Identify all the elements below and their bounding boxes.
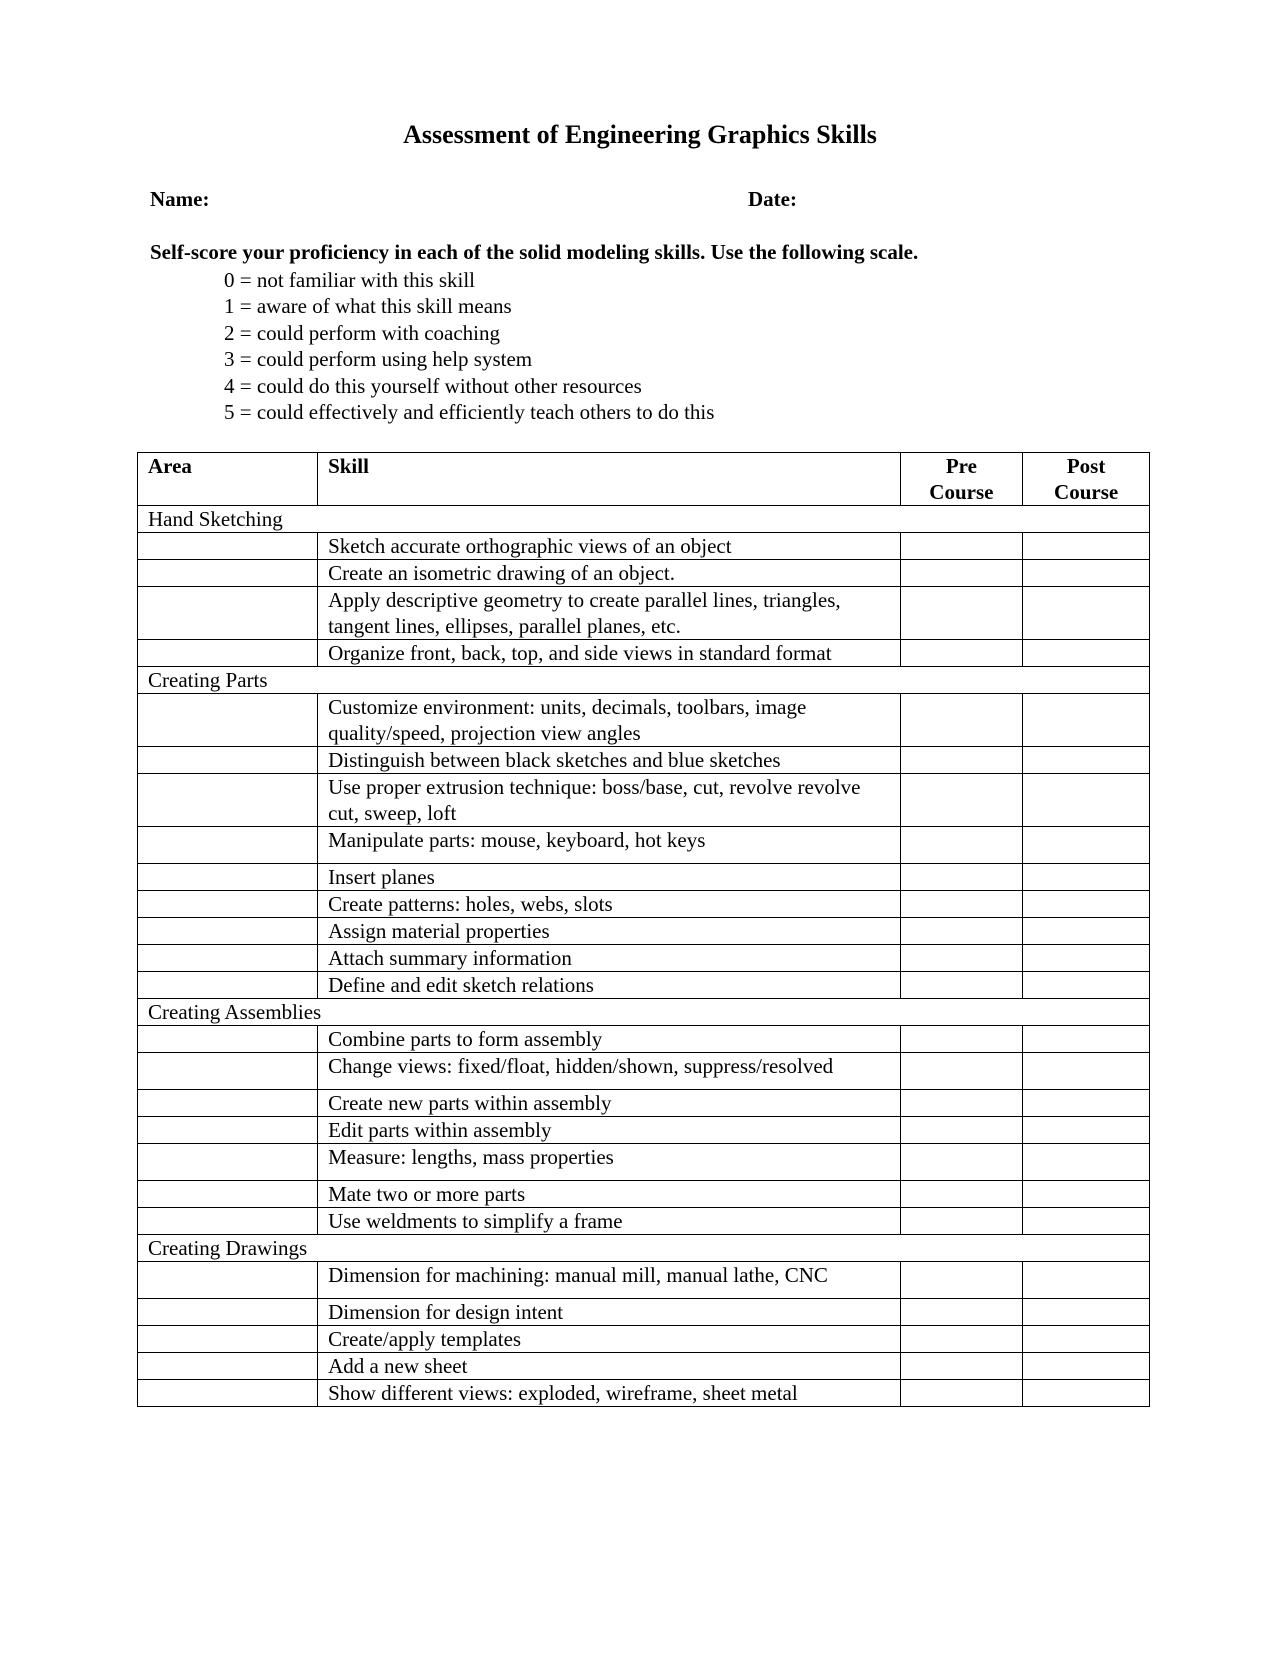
skill-cell: Show different views: exploded, wireframe, sheet metal <box>318 1380 900 1407</box>
instructions: Self-score your proficiency in each of the solid modeling skills. Use the following scale. <box>150 240 919 264</box>
skill-cell: Dimension for machining: manual mill, manual lathe, CNC <box>318 1262 900 1299</box>
pre-course-score-cell[interactable] <box>900 827 1023 864</box>
area-cell <box>138 891 318 918</box>
post-course-score-cell[interactable] <box>1023 560 1150 587</box>
skill-cell: Use proper extrusion technique: boss/base, cut, revolve revolve cut, sweep, loft <box>318 774 900 827</box>
scale-item: 5 = could effectively and efficiently teach others to do this <box>224 400 715 425</box>
header-skill: Skill <box>318 453 900 506</box>
area-row <box>138 999 1150 1026</box>
area-cell <box>138 1144 318 1181</box>
pre-course-score-cell[interactable] <box>900 918 1023 945</box>
pre-course-score-cell[interactable] <box>900 774 1023 827</box>
scale-item: 4 = could do this yourself without other resources <box>224 373 642 398</box>
table-row <box>138 640 1150 667</box>
area-row <box>138 667 1150 694</box>
table-row <box>138 972 1150 999</box>
table-row <box>138 891 1150 918</box>
area-cell <box>138 864 318 891</box>
table-row <box>138 1326 1150 1353</box>
header-post-course <box>1023 453 1150 506</box>
header-pre-line2: Course <box>929 480 994 504</box>
table-row <box>138 918 1150 945</box>
table-body <box>138 506 1150 1407</box>
pre-course-score-cell[interactable] <box>900 945 1023 972</box>
skill-cell: Create an isometric drawing of an object. <box>318 560 900 587</box>
table-row <box>138 587 1150 640</box>
post-course-score-cell[interactable] <box>1023 1053 1150 1090</box>
table-row <box>138 774 1150 827</box>
area-cell <box>138 1117 318 1144</box>
table-row <box>138 1380 1150 1407</box>
area-cell <box>138 560 318 587</box>
post-course-score-cell[interactable] <box>1023 640 1150 667</box>
scale-list <box>224 267 714 425</box>
skill-cell: Edit parts within assembly <box>318 1117 900 1144</box>
skill-cell: Organize front, back, top, and side views in standard format <box>318 640 900 667</box>
post-course-score-cell[interactable] <box>1023 1299 1150 1326</box>
table-row <box>138 560 1150 587</box>
area-cell <box>138 774 318 827</box>
skill-cell: Manipulate parts: mouse, keyboard, hot keys <box>318 827 900 864</box>
post-course-score-cell[interactable] <box>1023 1262 1150 1299</box>
skills-table <box>137 452 1150 1407</box>
skill-cell: Define and edit sketch relations <box>318 972 900 999</box>
pre-course-score-cell[interactable] <box>900 1208 1023 1235</box>
pre-course-score-cell[interactable] <box>900 560 1023 587</box>
skill-cell: Create patterns: holes, webs, slots <box>318 891 900 918</box>
area-cell <box>138 747 318 774</box>
post-course-score-cell[interactable] <box>1023 1326 1150 1353</box>
scale-item: 2 = could perform with coaching <box>224 320 501 345</box>
area-label: Hand Sketching <box>138 506 1150 533</box>
table-row <box>138 864 1150 891</box>
area-label: Creating Parts <box>138 667 1150 694</box>
area-cell <box>138 1208 318 1235</box>
pre-course-score-cell[interactable] <box>900 1353 1023 1380</box>
pre-course-score-cell[interactable] <box>900 533 1023 560</box>
pre-course-score-cell[interactable] <box>900 1326 1023 1353</box>
skill-cell: Assign material properties <box>318 918 900 945</box>
post-course-score-cell[interactable] <box>1023 864 1150 891</box>
area-cell <box>138 1380 318 1407</box>
pre-course-score-cell[interactable] <box>900 587 1023 640</box>
skill-cell: Insert planes <box>318 864 900 891</box>
table-row <box>138 694 1150 747</box>
post-course-score-cell[interactable] <box>1023 1090 1150 1117</box>
area-cell <box>138 694 318 747</box>
table-row <box>138 1262 1150 1299</box>
post-course-score-cell[interactable] <box>1023 945 1150 972</box>
area-cell <box>138 1053 318 1090</box>
skill-cell: Distinguish between black sketches and blue sketches <box>318 747 900 774</box>
scale-item: 1 = aware of what this skill means <box>224 294 512 319</box>
pre-course-score-cell[interactable] <box>900 864 1023 891</box>
post-course-score-cell[interactable] <box>1023 1181 1150 1208</box>
skill-cell: Measure: lengths, mass properties <box>318 1144 900 1181</box>
area-cell <box>138 945 318 972</box>
pre-course-score-cell[interactable] <box>900 891 1023 918</box>
skill-cell: Combine parts to form assembly <box>318 1026 900 1053</box>
pre-course-score-cell[interactable] <box>900 1026 1023 1053</box>
area-cell <box>138 1353 318 1380</box>
post-course-score-cell[interactable] <box>1023 1117 1150 1144</box>
pre-course-score-cell[interactable] <box>900 1053 1023 1090</box>
pre-course-score-cell[interactable] <box>900 694 1023 747</box>
area-label: Creating Assemblies <box>138 999 1150 1026</box>
area-cell <box>138 827 318 864</box>
post-course-score-cell[interactable] <box>1023 1208 1150 1235</box>
area-cell <box>138 587 318 640</box>
table-row <box>138 1090 1150 1117</box>
skill-cell: Dimension for design intent <box>318 1299 900 1326</box>
pre-course-score-cell[interactable] <box>900 1262 1023 1299</box>
page-title: Assessment of Engineering Graphics Skills <box>403 120 877 149</box>
scale-item: 0 = not familiar with this skill <box>224 268 475 292</box>
pre-course-score-cell[interactable] <box>900 1144 1023 1181</box>
table-row <box>138 1117 1150 1144</box>
post-course-score-cell[interactable] <box>1023 827 1150 864</box>
post-course-score-cell[interactable] <box>1023 918 1150 945</box>
header-area: Area <box>138 453 318 506</box>
header-pre-line1: Pre <box>945 454 977 478</box>
post-course-score-cell[interactable] <box>1023 694 1150 747</box>
post-course-score-cell[interactable] <box>1023 972 1150 999</box>
skill-cell: Apply descriptive geometry to create parallel lines, triangles, tangent lines, ellipses, parallel planes, etc. <box>318 587 900 640</box>
name-label: Name: <box>150 187 210 211</box>
area-cell <box>138 1026 318 1053</box>
table-row <box>138 1144 1150 1181</box>
area-cell <box>138 1090 318 1117</box>
area-cell <box>138 533 318 560</box>
table-header-row <box>138 453 1150 506</box>
skill-cell: Use weldments to simplify a frame <box>318 1208 900 1235</box>
post-course-score-cell[interactable] <box>1023 1144 1150 1181</box>
area-cell <box>138 918 318 945</box>
area-cell <box>138 1326 318 1353</box>
table-row <box>138 827 1150 864</box>
post-course-score-cell[interactable] <box>1023 587 1150 640</box>
date-label: Date: <box>748 187 797 211</box>
table-row <box>138 1026 1150 1053</box>
table-row <box>138 1053 1150 1090</box>
table-row <box>138 945 1150 972</box>
pre-course-score-cell[interactable] <box>900 1380 1023 1407</box>
post-course-score-cell[interactable] <box>1023 1353 1150 1380</box>
area-label: Creating Drawings <box>138 1235 1150 1262</box>
table-row <box>138 1208 1150 1235</box>
skill-cell: Mate two or more parts <box>318 1181 900 1208</box>
pre-course-score-cell[interactable] <box>900 747 1023 774</box>
header-post-line2: Course <box>1054 480 1119 504</box>
skill-cell: Change views: fixed/float, hidden/shown, suppress/resolved <box>318 1053 900 1090</box>
skill-cell: Create/apply templates <box>318 1326 900 1353</box>
post-course-score-cell[interactable] <box>1023 1026 1150 1053</box>
post-course-score-cell[interactable] <box>1023 1380 1150 1407</box>
skill-cell: Add a new sheet <box>318 1353 900 1380</box>
post-course-score-cell[interactable] <box>1023 747 1150 774</box>
post-course-score-cell[interactable] <box>1023 533 1150 560</box>
skill-cell: Attach summary information <box>318 945 900 972</box>
table-row <box>138 1353 1150 1380</box>
area-row <box>138 1235 1150 1262</box>
scale-item: 3 = could perform using help system <box>224 347 533 372</box>
table-row <box>138 533 1150 560</box>
skill-cell: Create new parts within assembly <box>318 1090 900 1117</box>
area-cell <box>138 1299 318 1326</box>
pre-course-score-cell[interactable] <box>900 1299 1023 1326</box>
area-cell <box>138 972 318 999</box>
table-row <box>138 747 1150 774</box>
pre-course-score-cell[interactable] <box>900 640 1023 667</box>
post-course-score-cell[interactable] <box>1023 891 1150 918</box>
pre-course-score-cell[interactable] <box>900 1090 1023 1117</box>
area-cell <box>138 640 318 667</box>
post-course-score-cell[interactable] <box>1023 774 1150 827</box>
table-row <box>138 1299 1150 1326</box>
area-cell <box>138 1181 318 1208</box>
skill-cell: Customize environment: units, decimals, toolbars, image quality/speed, projection view angles <box>318 694 900 747</box>
pre-course-score-cell[interactable] <box>900 972 1023 999</box>
pre-course-score-cell[interactable] <box>900 1181 1023 1208</box>
table-row <box>138 1181 1150 1208</box>
header-post-line1: Post <box>1066 454 1106 478</box>
area-row <box>138 506 1150 533</box>
pre-course-score-cell[interactable] <box>900 1117 1023 1144</box>
header-pre-course <box>900 453 1023 506</box>
area-cell <box>138 1262 318 1299</box>
skill-cell: Sketch accurate orthographic views of an object <box>318 533 900 560</box>
